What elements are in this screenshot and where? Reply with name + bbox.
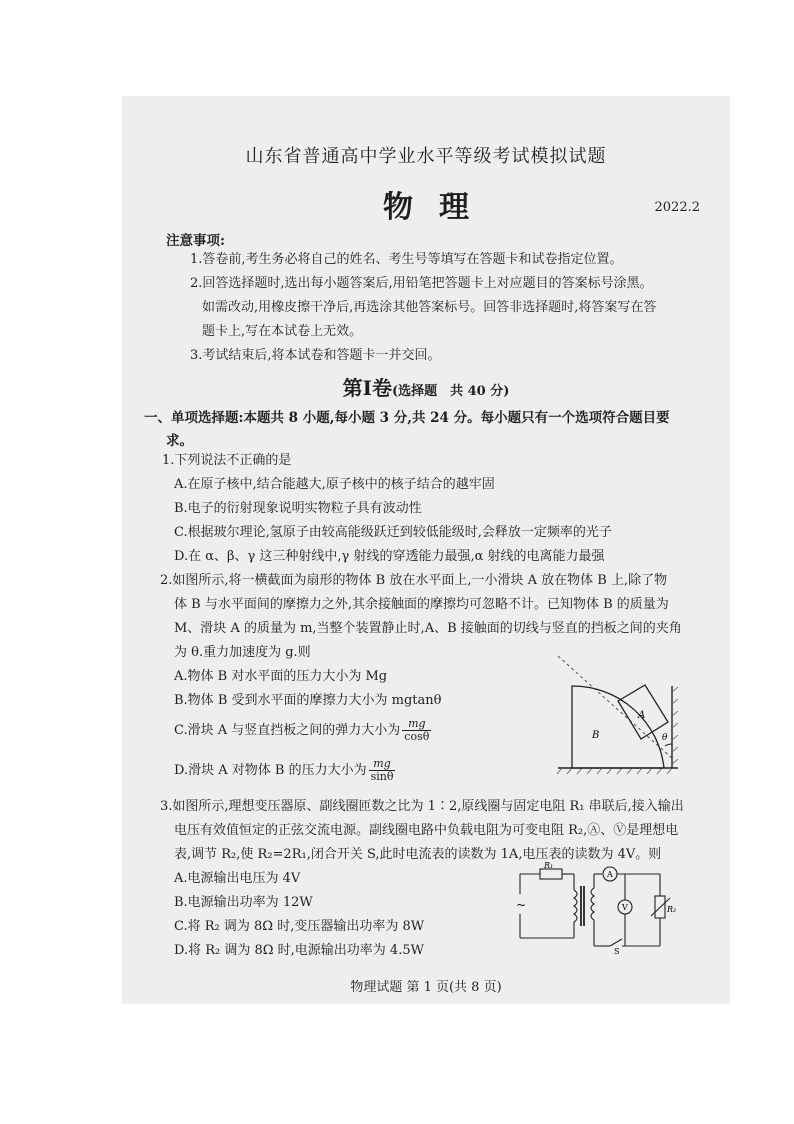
label-ammeter: A [607, 870, 613, 879]
fraction-denominator: sinθ [370, 770, 394, 783]
q2-option-a: A.物体 B 对水平面的压力大小为 Mg [174, 669, 388, 684]
q2-option-d-text: D.滑块 A 对物体 B 的压力大小为 [174, 763, 367, 778]
fraction [369, 758, 396, 783]
ac-source-symbol: ~ [516, 898, 527, 912]
notice-line: 2.回答选择题时,选出每小题答案后,用铅笔把答题卡上对应题目的答案标号涂黑。 [190, 276, 653, 291]
primary-coil [574, 890, 577, 922]
q2-option-d [174, 758, 395, 783]
q3-option-a: A.电源输出电压为 4V [174, 871, 301, 886]
angle-arc [665, 744, 672, 746]
secondary-coil [591, 888, 594, 920]
tangent-line [558, 656, 674, 760]
q1-option-c: C.根据玻尔理论,氢原子由较高能级跃迁到较低能级时,会释放一定频率的光子 [174, 525, 612, 540]
notice-heading: 注意事项: [166, 233, 225, 249]
exam-page [122, 96, 730, 1004]
q3-option-c: C.将 R₂ 调为 8Ω 时,变压器输出功率为 8W [174, 919, 425, 934]
exam-title: 山东省普通高中学业水平等级考试模拟试题 [245, 146, 607, 167]
q1-option-a: A.在原子核中,结合能越大,原子核中的核子结合的越牢固 [174, 477, 495, 492]
q1-option-d: D.在 α、β、γ 这三种射线中,γ 射线的穿透能力最强,α 射线的电离能力最强 [174, 549, 605, 564]
q2-stem: M、滑块 A 的质量为 m,当整个装置静止时,A、B 接触面的切线与竖直的挡板之间的夹角 [174, 621, 682, 636]
q2-option-b: B.物体 B 受到水平面的摩擦力大小为 mgtanθ [174, 693, 442, 708]
section-instruction: 一、单项选择题:本题共 8 小题,每小题 3 分,共 24 分。每小题只有一个选项符合题目要 [144, 410, 670, 426]
fraction-numerator: mg [369, 758, 396, 771]
notice-line: 3.考试结束后,将本试卷和答题卡一并交回。 [190, 348, 441, 363]
label-b: B [592, 730, 600, 741]
exam-date: 2022.2 [654, 200, 700, 215]
label-switch: S [614, 947, 620, 954]
label-theta: θ [662, 733, 668, 743]
fraction-numerator: mg [402, 718, 431, 731]
q2-figure [552, 656, 688, 776]
q1-option-b: B.电子的衍射现象说明实物粒子具有波动性 [174, 501, 422, 516]
wall-hatching [672, 687, 678, 764]
notice-line: 1.答卷前,考生务必将自己的姓名、考生号等填写在答题卡和试卷指定位置。 [190, 252, 623, 267]
section-title [122, 372, 730, 401]
label-a: A [638, 710, 646, 721]
q1-stem: 1.下列说法不正确的是 [162, 453, 292, 468]
label-r2: R₂ [667, 905, 676, 914]
q3-option-b: B.电源输出功率为 12W [174, 895, 313, 910]
q2-stem: 2.如图所示,将一横截面为扇形的物体 B 放在水平面上,一小滑块 A 放在物体 B 上,除了物 [160, 573, 668, 588]
q2-option-c [174, 718, 431, 743]
fraction-denominator: cosθ [404, 730, 430, 743]
q2-option-c-text: C.滑块 A 与竖直挡板之间的弹力大小为 [174, 723, 401, 738]
notice-line: 如需改动,用橡皮擦干净后,再选涂其他答案标号。回答非选择题时,将答案写在答 [202, 300, 657, 315]
q3-stem: 3.如图所示,理想变压器原、副线圈匝数之比为 1∶2,原线圈与固定电阻 R₁ 串联后,接入输出 [160, 799, 684, 814]
sector-b [572, 686, 664, 768]
page-footer: 物理试题 第 1 页(共 8 页) [350, 980, 502, 995]
notice-line: 题卡上,写在本试卷上无效。 [202, 324, 363, 339]
section-name: 第Ⅰ卷 [342, 376, 392, 400]
section-instruction: 求。 [166, 433, 193, 449]
q2-stem: 体 B 与水平面间的摩擦力之外,其余接触面的摩擦均可忽略不计。已知物体 B 的质量为 [174, 597, 669, 612]
label-r1: R₁ [544, 862, 554, 870]
fraction [402, 718, 431, 743]
q3-circuit [510, 862, 676, 954]
q2-stem: 为 θ.重力加速度为 g.则 [174, 645, 311, 660]
q3-option-d: D.将 R₂ 调为 8Ω 时,电源输出功率为 4.5W [174, 943, 424, 958]
switch [610, 939, 622, 946]
label-voltmeter: V [622, 903, 628, 912]
section-subtitle: (选择题 共 40 分) [391, 384, 510, 399]
resistor-r1 [540, 869, 562, 879]
q3-stem: 表,调节 R₂,使 R₂=2R₁,闭合开关 S,此时电流表的读数为 1A,电压表的读数为 4V。则 [174, 847, 662, 862]
ground-hatching [557, 768, 672, 774]
q3-stem: 电压有效值恒定的正弦交流电源。副线圈电路中负载电阻为可变电阻 R₂,Ⓐ、Ⓥ是理想电 [174, 823, 679, 838]
subject-title: 物理 [383, 190, 495, 225]
